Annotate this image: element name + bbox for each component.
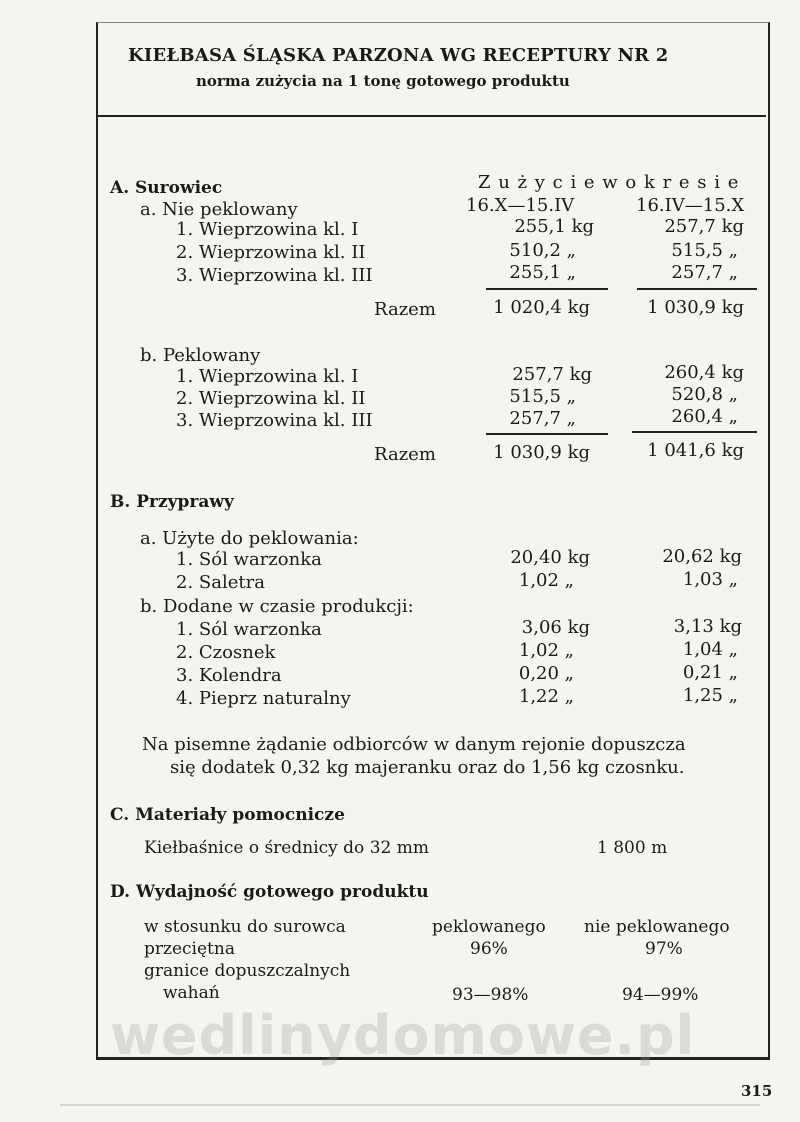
b-b-row-name: 1. Sól warzonka	[176, 619, 322, 640]
a-a-row-v2: 257,7 kg	[664, 216, 744, 237]
b-b-row-v2: 3,13 kg	[673, 616, 742, 637]
a-b-row-name: 3. Wieprzowina kl. III	[176, 410, 373, 431]
section-d-label: D. Wydajność gotowego produktu	[110, 882, 429, 902]
b-a-row-v1: 1,02 „	[518, 570, 574, 591]
b-a-row-v2: 1,03 „	[682, 569, 738, 590]
yield-col-cured: peklowanego	[432, 917, 546, 937]
b-b-row-v1: 0,20 „	[518, 663, 574, 684]
yield-avg-label: przeciętna	[144, 939, 235, 959]
a-a-row-v1: 510,2 „	[509, 240, 576, 261]
a-a-total-2: 1 030,9 kg	[647, 297, 744, 318]
b-a-row-name: 2. Saletra	[176, 572, 265, 593]
casing-value: 1 800 m	[597, 838, 668, 858]
yield-range-uncured: 94—99%	[622, 985, 699, 1005]
a-b-total-2: 1 041,6 kg	[647, 440, 744, 461]
section-a-label: A. Surowiec	[110, 178, 223, 198]
a-b-row-name: 1. Wieprzowina kl. I	[176, 366, 359, 387]
a-b-total-1: 1 030,9 kg	[493, 442, 590, 463]
a-b-row-v1: 257,7 „	[509, 408, 576, 429]
a-a-total-label: Razem	[374, 299, 436, 320]
a-b-row-v1: 257,7 kg	[512, 364, 592, 385]
section-a-a-label: a. Nie peklowany	[140, 199, 298, 220]
yield-col-uncured: nie peklowanego	[584, 917, 730, 937]
yield-range-label-2: wahań	[163, 983, 220, 1003]
spice-note-line-1: Na pisemne żądanie odbiorców w danym rejonie dopuszcza	[142, 734, 686, 755]
a-b-total-label: Razem	[374, 444, 436, 465]
a-a-row-name: 2. Wieprzowina kl. II	[176, 242, 366, 263]
a-a-row-v1: 255,1 kg	[514, 216, 594, 237]
a-a-row-name: 1. Wieprzowina kl. I	[176, 219, 359, 240]
casing-item: Kiełbaśnice o średnicy do 32 mm	[144, 838, 429, 858]
subtotal-line	[486, 433, 608, 435]
b-b-row-v2: 0,21 „	[682, 662, 738, 683]
a-a-row-v2: 257,7 „	[671, 262, 738, 283]
yield-avg-cured: 96%	[470, 939, 508, 959]
a-b-row-name: 2. Wieprzowina kl. II	[176, 388, 366, 409]
yield-row-label: w stosunku do surowca	[144, 917, 346, 937]
b-b-row-v1: 1,02 „	[518, 640, 574, 661]
period-header: Z u ż y c i e w o k r e s i e	[478, 172, 740, 193]
a-a-row-v2: 515,5 „	[671, 240, 738, 261]
yield-range-label: granice dopuszczalnych	[144, 961, 351, 981]
section-a-b-label: b. Peklowany	[140, 345, 261, 366]
b-b-row-name: 2. Czosnek	[176, 642, 276, 663]
page-subtitle: norma zużycia na 1 tonę gotowego produktu	[196, 72, 570, 90]
spice-note-line-2: się dodatek 0,32 kg majeranku oraz do 1,56 kg czosnku.	[170, 757, 685, 778]
b-b-row-v2: 1,25 „	[682, 685, 738, 706]
a-b-row-v1: 515,5 „	[509, 386, 576, 407]
a-b-row-v2: 520,8 „	[671, 384, 738, 405]
b-a-row-v2: 20,62 kg	[662, 546, 742, 567]
a-a-total-1: 1 020,4 kg	[493, 297, 590, 318]
a-a-row-v1: 255,1 „	[509, 262, 576, 283]
section-b-a-label: a. Użyte do peklowania:	[140, 528, 359, 549]
section-b-b-label: b. Dodane w czasie produkcji:	[140, 596, 414, 617]
b-b-row-name: 4. Pieprz naturalny	[176, 688, 351, 709]
yield-avg-uncured: 97%	[645, 939, 683, 959]
watermark: wedlinydomowe.pl	[110, 1004, 696, 1067]
page-number: 315	[741, 1082, 773, 1100]
b-b-row-v2: 1,04 „	[682, 639, 738, 660]
header-divider	[98, 115, 766, 117]
bottom-rule	[60, 1104, 760, 1106]
b-b-row-name: 3. Kolendra	[176, 665, 282, 686]
section-b-label: B. Przyprawy	[110, 492, 234, 512]
a-b-row-v2: 260,4 kg	[664, 362, 744, 383]
b-a-row-name: 1. Sól warzonka	[176, 549, 322, 570]
b-b-row-v1: 3,06 kg	[521, 617, 590, 638]
period-1-header: 16.X—15.IV	[466, 195, 575, 216]
period-2-header: 16.IV—15.X	[636, 195, 745, 216]
section-c-label: C. Materiały pomocnicze	[110, 805, 345, 825]
subtotal-line	[637, 288, 757, 290]
a-a-row-name: 3. Wieprzowina kl. III	[176, 265, 373, 286]
a-b-row-v2: 260,4 „	[671, 406, 738, 427]
b-b-row-v1: 1,22 „	[518, 686, 574, 707]
subtotal-line	[486, 288, 608, 290]
yield-range-cured: 93—98%	[452, 985, 529, 1005]
subtotal-line	[632, 431, 757, 433]
page-title: KIEŁBASA ŚLĄSKA PARZONA WG RECEPTURY NR 2	[128, 45, 669, 66]
b-a-row-v1: 20,40 kg	[510, 547, 590, 568]
